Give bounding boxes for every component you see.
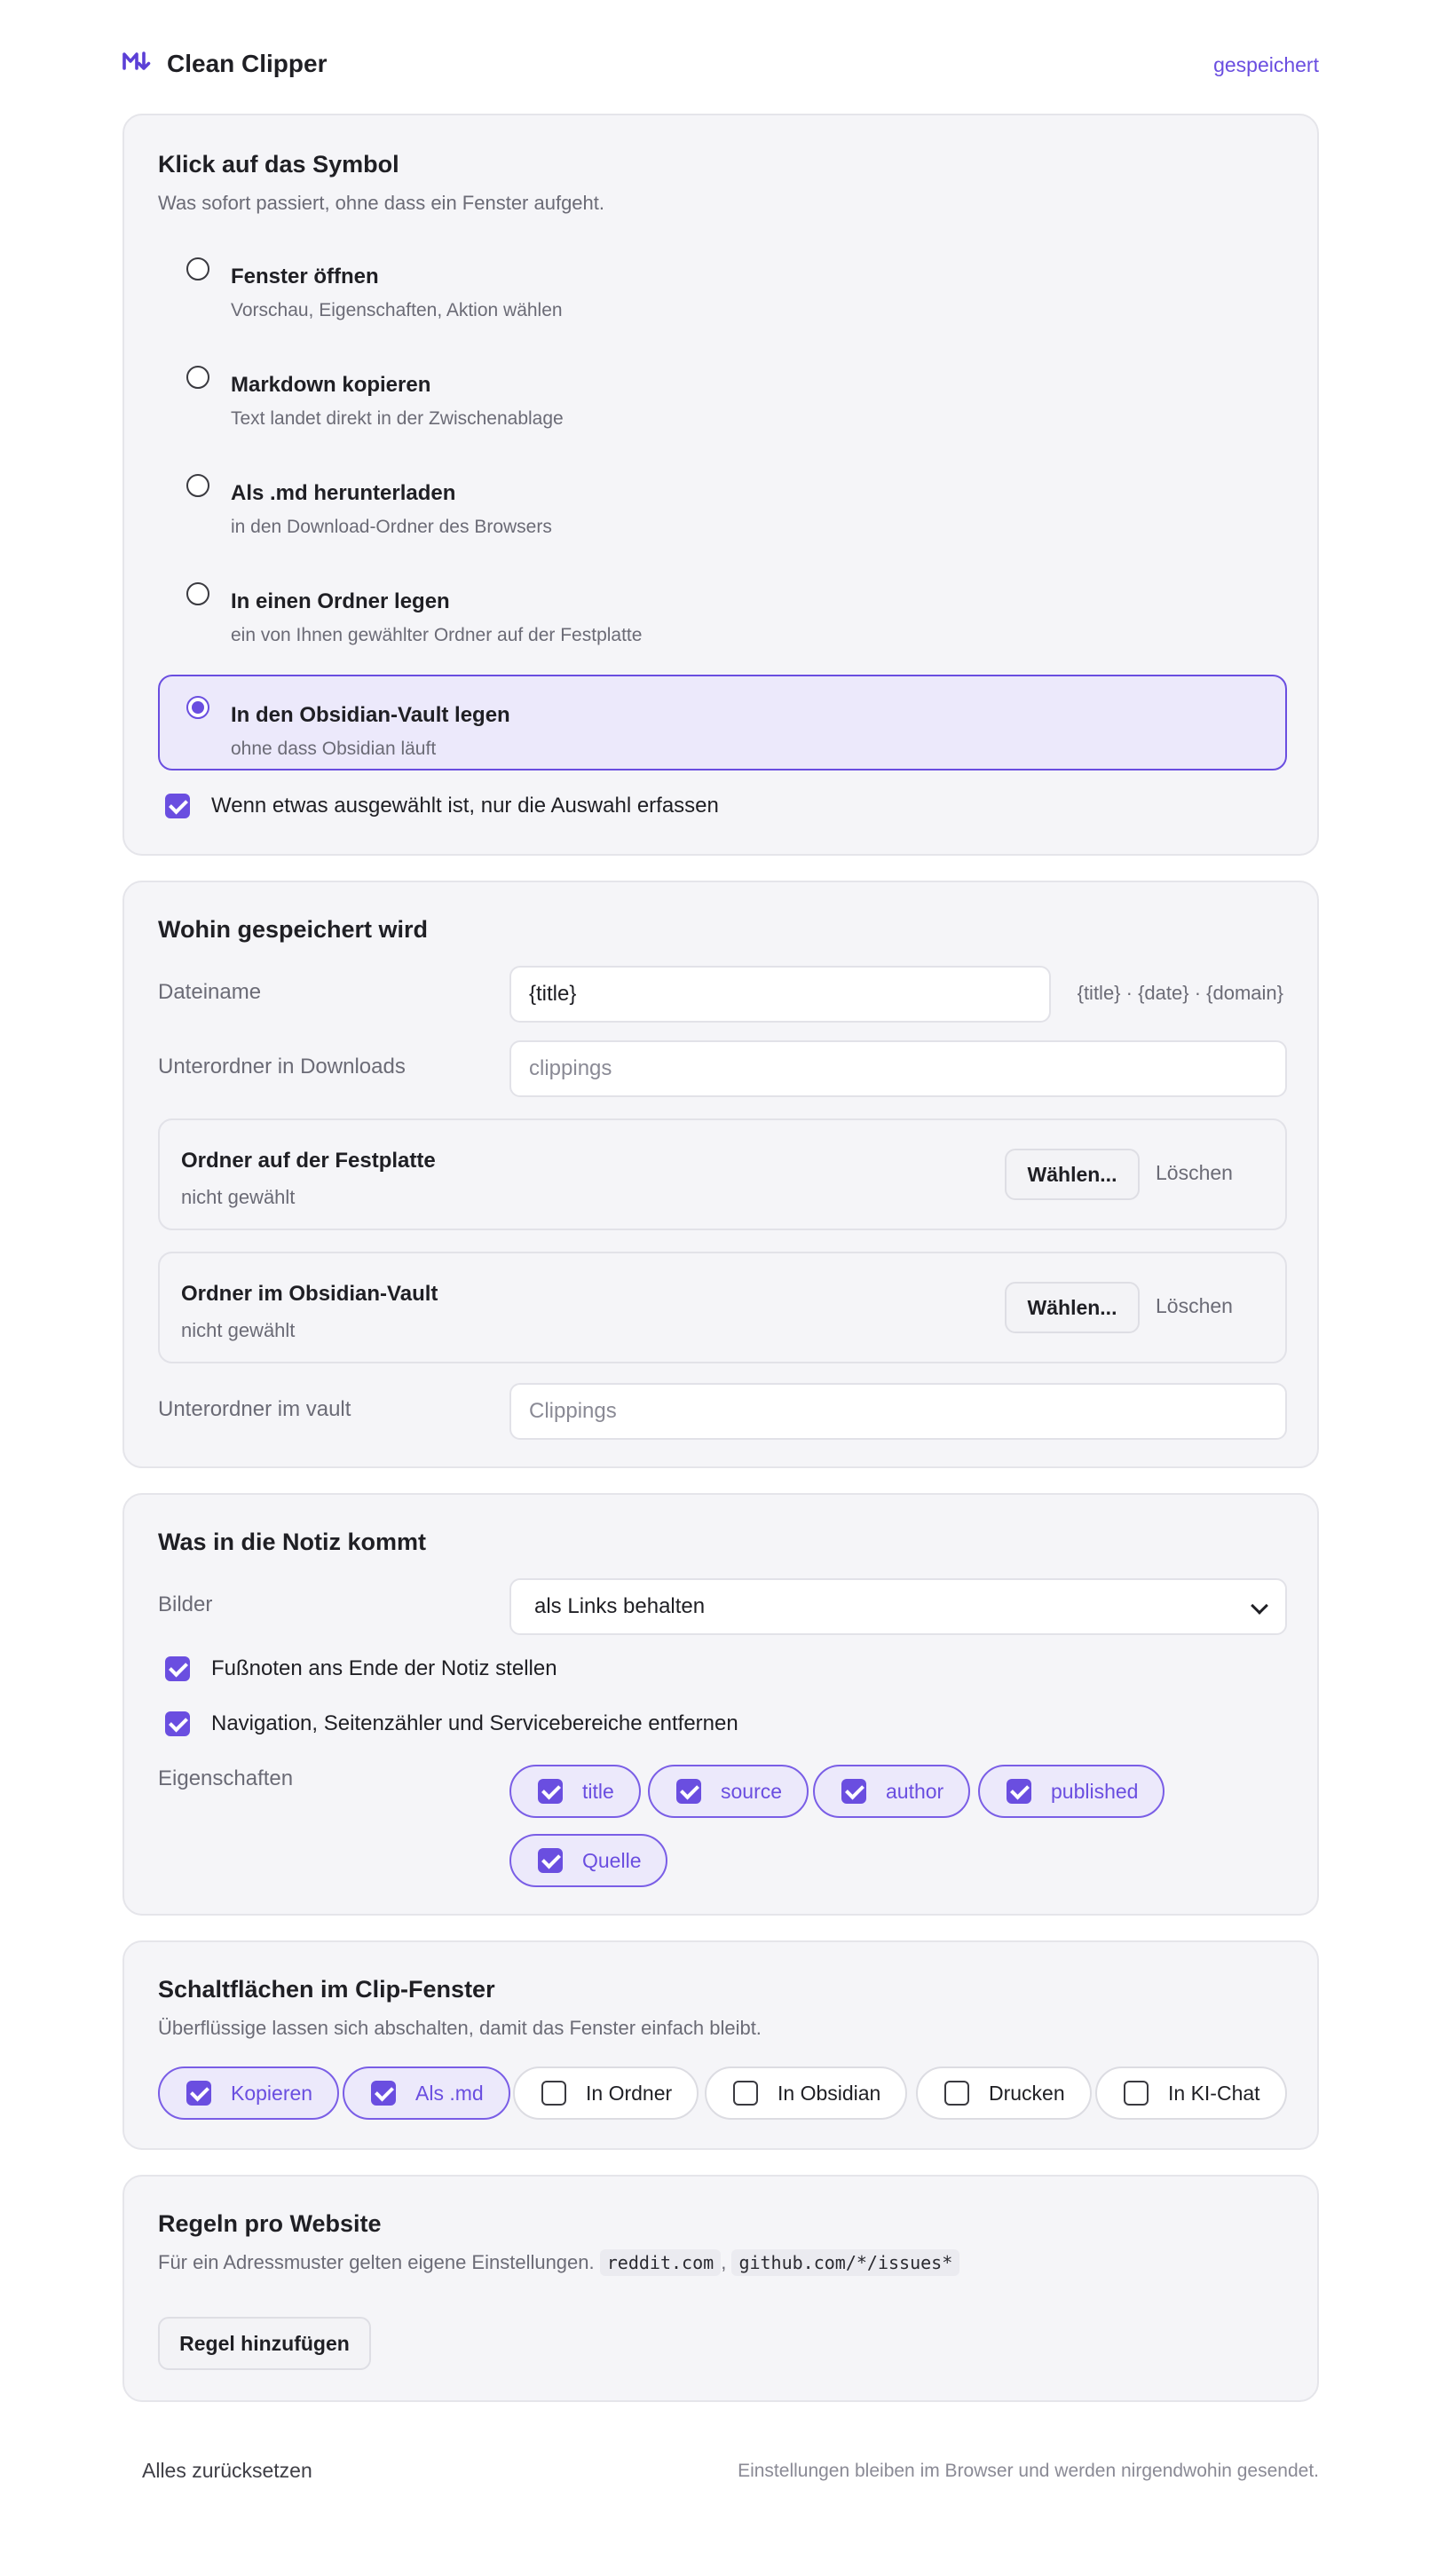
property-toggle-source[interactable] bbox=[648, 1765, 809, 1818]
choose-vault-folder-button[interactable]: Wählen... bbox=[1005, 1282, 1140, 1333]
radio-button-selected[interactable] bbox=[186, 696, 209, 719]
disk-folder-panel bbox=[158, 1118, 1287, 1230]
app-name: Clean Clipper bbox=[167, 50, 328, 77]
reset-all-button[interactable]: Alles zurücksetzen bbox=[142, 2459, 312, 2482]
clear-disk-folder-button[interactable]: Löschen bbox=[1156, 1161, 1233, 1184]
option-label: In einen Ordner legen bbox=[231, 589, 450, 613]
checkbox-unchecked[interactable] bbox=[541, 2081, 566, 2106]
clear-vault-folder-button[interactable]: Löschen bbox=[1156, 1294, 1233, 1317]
property-toggle-quelle[interactable] bbox=[509, 1834, 667, 1887]
disk-folder-status: nicht gewählt bbox=[181, 1186, 296, 1208]
site-rules-card bbox=[122, 2175, 1319, 2402]
checkbox-unchecked[interactable] bbox=[1124, 2081, 1149, 2106]
button-toggle-label: In Obsidian bbox=[778, 2081, 881, 2105]
card-subtitle: Überflüssige lassen sich abschalten, damit das Fenster einfach bleibt. bbox=[158, 2017, 762, 2039]
option-save-to-folder[interactable] bbox=[158, 561, 1287, 657]
option-copy-markdown[interactable] bbox=[158, 344, 1287, 440]
button-toggle-copy[interactable] bbox=[158, 2066, 339, 2120]
option-description: Vorschau, Eigenschaften, Aktion wählen bbox=[231, 300, 563, 320]
example-pattern: github.com/*/issues* bbox=[731, 2249, 959, 2276]
property-label: author bbox=[886, 1779, 944, 1803]
clip-window-buttons-card bbox=[122, 1940, 1319, 2150]
checkbox-checked[interactable] bbox=[165, 1711, 190, 1736]
option-label: In den Obsidian-Vault legen bbox=[231, 703, 510, 727]
example-pattern: reddit.com bbox=[600, 2249, 721, 2276]
checkbox-checked[interactable] bbox=[841, 1779, 866, 1804]
option-label: Fenster öffnen bbox=[231, 265, 379, 288]
note-content-card bbox=[122, 1493, 1319, 1916]
radio-button[interactable] bbox=[186, 474, 209, 497]
vault-subfolder-input[interactable] bbox=[509, 1383, 1287, 1440]
card-title: Schaltflächen im Clip-Fenster bbox=[158, 1976, 495, 2003]
button-toggle-print[interactable] bbox=[916, 2066, 1092, 2120]
filename-placeholder-hint: {title} · {date} · {domain} bbox=[1077, 982, 1283, 1004]
checkbox-checked[interactable] bbox=[165, 794, 190, 818]
disk-folder-title: Ordner auf der Festplatte bbox=[181, 1149, 436, 1173]
checkbox-unchecked[interactable] bbox=[733, 2081, 758, 2106]
vault-folder-title: Ordner im Obsidian-Vault bbox=[181, 1282, 438, 1306]
option-label: Markdown kopieren bbox=[231, 373, 431, 397]
checkbox-checked[interactable] bbox=[538, 1779, 563, 1804]
click-action-card bbox=[122, 114, 1319, 856]
cleanup-checkbox-row[interactable] bbox=[165, 1711, 738, 1736]
save-status: gespeichert bbox=[1213, 53, 1319, 76]
checkbox-checked[interactable] bbox=[165, 1656, 190, 1681]
property-label: source bbox=[721, 1779, 783, 1803]
images-select[interactable] bbox=[509, 1578, 1287, 1635]
settings-page bbox=[122, 0, 1319, 2482]
selection-only-checkbox-row[interactable] bbox=[165, 794, 719, 818]
option-description: ein von Ihnen gewählter Ordner auf der Festplatte bbox=[231, 625, 643, 645]
property-toggle-author[interactable] bbox=[813, 1765, 970, 1818]
downloads-subfolder-input[interactable] bbox=[509, 1040, 1287, 1097]
subtitle-text: Für ein Adressmuster gelten eigene Einstellungen. bbox=[158, 2251, 595, 2273]
option-open-window[interactable] bbox=[158, 236, 1287, 332]
property-label: published bbox=[1051, 1779, 1139, 1803]
option-description: Text landet direkt in der Zwischenablage bbox=[231, 408, 564, 429]
footnotes-checkbox-row[interactable] bbox=[165, 1656, 557, 1681]
button-toggle-label: In KI-Chat bbox=[1168, 2081, 1260, 2105]
chevron-down-icon bbox=[1251, 1597, 1268, 1615]
button-toggle-to-folder[interactable] bbox=[513, 2066, 699, 2120]
checkbox-unchecked[interactable] bbox=[944, 2081, 969, 2106]
button-toggle-label: Drucken bbox=[989, 2081, 1065, 2105]
card-title: Regeln pro Website bbox=[158, 2210, 382, 2237]
downloads-subfolder-label: Unterordner in Downloads bbox=[158, 1055, 406, 1079]
vault-subfolder-label: Unterordner im vault bbox=[158, 1397, 351, 1421]
button-toggle-as-md[interactable] bbox=[343, 2066, 510, 2120]
radio-button[interactable] bbox=[186, 366, 209, 389]
radio-button[interactable] bbox=[186, 582, 209, 605]
property-label: title bbox=[582, 1779, 614, 1803]
markdown-down-arrow-icon bbox=[122, 50, 156, 78]
checkbox-label: Fußnoten ans Ende der Notiz stellen bbox=[211, 1656, 557, 1680]
app-logo bbox=[122, 50, 327, 78]
choose-disk-folder-button[interactable]: Wählen... bbox=[1005, 1149, 1140, 1200]
checkbox-label: Navigation, Seitenzähler und Servicebereiche entfernen bbox=[211, 1711, 738, 1735]
card-title: Klick auf das Symbol bbox=[158, 151, 399, 178]
separator: , bbox=[721, 2251, 727, 2273]
button-toggle-label: Kopieren bbox=[231, 2081, 313, 2105]
checkbox-checked[interactable] bbox=[371, 2081, 396, 2106]
card-subtitle: Was sofort passiert, ohne dass ein Fenster aufgeht. bbox=[158, 192, 605, 214]
property-toggle-title[interactable] bbox=[509, 1765, 641, 1818]
filename-label: Dateiname bbox=[158, 980, 262, 1004]
images-select-value: als Links behalten bbox=[534, 1594, 706, 1618]
add-rule-button[interactable]: Regel hinzufügen bbox=[158, 2317, 371, 2370]
checkbox-checked[interactable] bbox=[186, 2081, 211, 2106]
images-label: Bilder bbox=[158, 1592, 213, 1616]
button-toggle-label: Als .md bbox=[415, 2081, 484, 2105]
filename-input[interactable] bbox=[509, 966, 1051, 1023]
privacy-note: Einstellungen bleiben im Browser und werden nirgendwohin gesendet. bbox=[738, 2461, 1319, 2481]
option-download-md[interactable] bbox=[158, 453, 1287, 549]
button-toggle-label: In Ordner bbox=[586, 2081, 673, 2105]
button-toggle-ai-chat[interactable] bbox=[1095, 2066, 1287, 2120]
property-toggle-published[interactable] bbox=[978, 1765, 1165, 1818]
properties-label: Eigenschaften bbox=[158, 1766, 294, 1790]
checkbox-checked[interactable] bbox=[1007, 1779, 1031, 1804]
checkbox-checked[interactable] bbox=[538, 1848, 563, 1873]
checkbox-label: Wenn etwas ausgewählt ist, nur die Auswahl erfassen bbox=[211, 794, 719, 818]
card-subtitle bbox=[158, 2251, 959, 2274]
option-label: Als .md herunterladen bbox=[231, 481, 456, 505]
save-location-card bbox=[122, 881, 1319, 1468]
option-save-to-obsidian[interactable] bbox=[158, 675, 1287, 770]
checkbox-checked[interactable] bbox=[676, 1779, 701, 1804]
property-label: Quelle bbox=[582, 1848, 642, 1872]
top-bar bbox=[122, 0, 1319, 126]
card-title: Wohin gespeichert wird bbox=[158, 916, 429, 943]
radio-button[interactable] bbox=[186, 257, 209, 281]
option-description: in den Download-Ordner des Browsers bbox=[231, 517, 552, 537]
vault-folder-status: nicht gewählt bbox=[181, 1319, 296, 1341]
card-title: Was in die Notiz kommt bbox=[158, 1529, 427, 1555]
vault-folder-panel bbox=[158, 1252, 1287, 1363]
button-toggle-to-obsidian[interactable] bbox=[705, 2066, 907, 2120]
option-description: ohne dass Obsidian läuft bbox=[231, 739, 437, 759]
